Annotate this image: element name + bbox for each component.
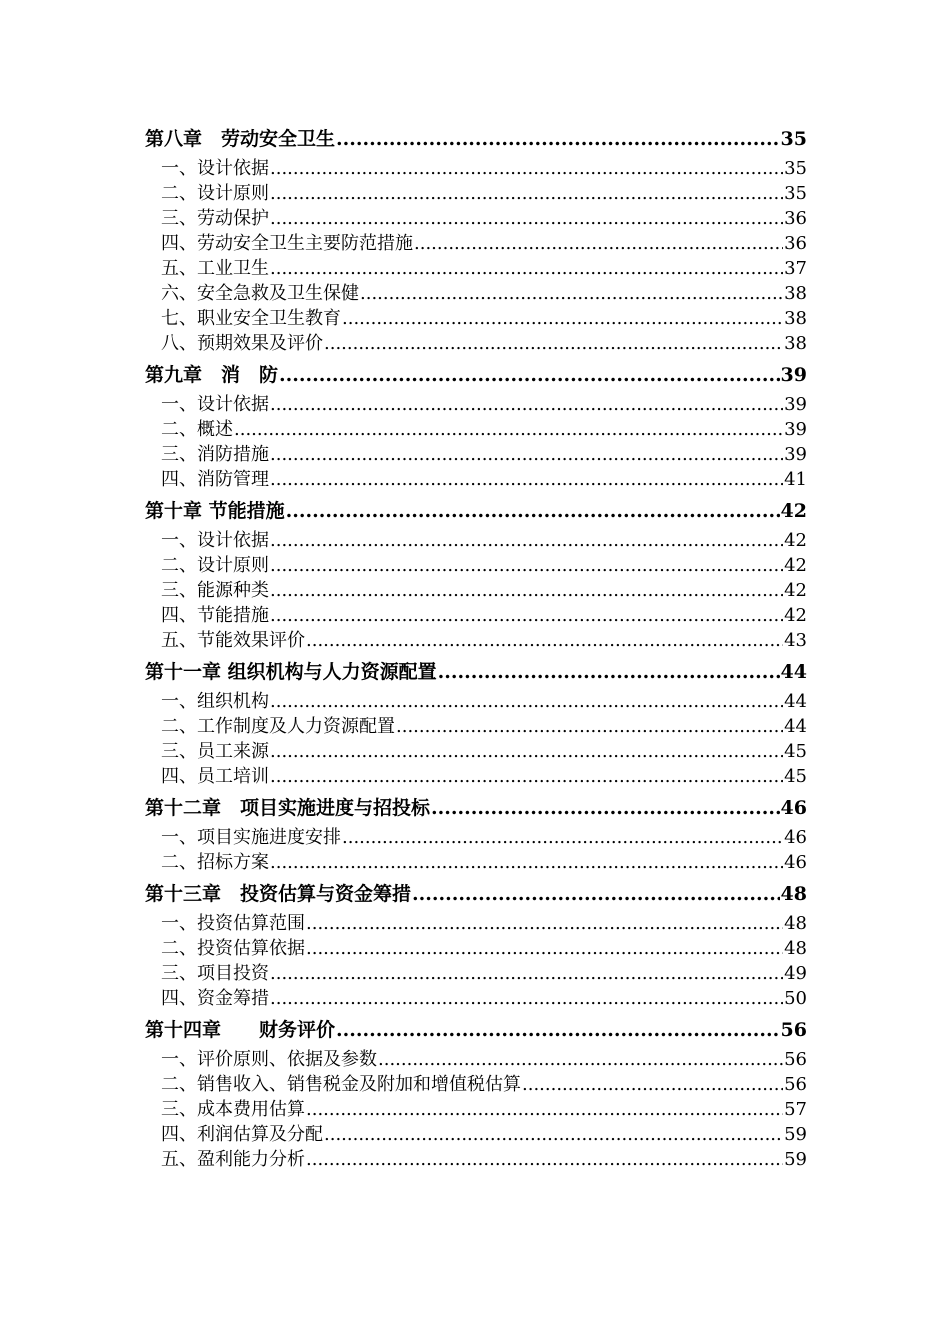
- toc-section[interactable]: [145, 961, 807, 986]
- dot-leader: [234, 417, 783, 442]
- toc-section-title: 四、消防管理: [161, 469, 269, 490]
- dot-leader: [270, 578, 783, 603]
- toc-section-title: 七、职业安全卫生教育: [161, 308, 341, 329]
- toc-section[interactable]: [145, 231, 807, 256]
- toc-chapter-page-number: 44: [780, 661, 807, 683]
- dot-leader: [270, 961, 783, 986]
- toc-section-title: 八、预期效果及评价: [161, 333, 323, 354]
- dot-leader: [306, 936, 783, 961]
- toc-section-page-number: 42: [784, 555, 807, 576]
- toc-section-page-number: 36: [784, 208, 807, 229]
- toc-section-title: 三、劳动保护: [161, 208, 269, 229]
- toc-section-title: 二、招标方案: [161, 852, 269, 873]
- toc-section-title: 五、工业卫生: [161, 258, 269, 279]
- toc-section-page-number: 48: [784, 938, 807, 959]
- dot-leader: [270, 256, 783, 281]
- dot-leader: [270, 528, 783, 553]
- dot-leader: [270, 442, 783, 467]
- toc-section-page-number: 38: [784, 308, 807, 329]
- toc-section-page-number: 39: [784, 394, 807, 415]
- toc-section-title: 四、节能措施: [161, 605, 269, 626]
- toc-chapter-page-number: 48: [780, 883, 807, 905]
- toc-section-title: 五、节能效果评价: [161, 630, 305, 651]
- toc-section-title: 二、销售收入、销售税金及附加和增值税估算: [161, 1074, 521, 1095]
- dot-leader: [270, 181, 783, 206]
- toc-section-title: 一、设计依据: [161, 394, 269, 415]
- toc-section-page-number: 37: [784, 258, 807, 279]
- toc-section-page-number: 42: [784, 530, 807, 551]
- dot-leader: [270, 156, 783, 181]
- dot-leader: [306, 1147, 783, 1172]
- dot-leader: [270, 986, 783, 1011]
- toc-section-page-number: 43: [784, 630, 807, 651]
- toc-section[interactable]: [145, 392, 807, 417]
- toc-section[interactable]: [145, 714, 807, 739]
- toc-chapter[interactable]: [145, 791, 807, 825]
- toc-chapter[interactable]: [145, 494, 807, 528]
- toc-chapter-title: 第八章 劳动安全卫生: [145, 128, 336, 150]
- toc-section-page-number: 35: [784, 158, 807, 179]
- toc-section[interactable]: [145, 578, 807, 603]
- toc-section-page-number: 42: [784, 605, 807, 626]
- toc-section-title: 三、消防措施: [161, 444, 269, 465]
- toc-chapter[interactable]: [145, 122, 807, 156]
- dot-leader: [306, 628, 783, 653]
- toc-section[interactable]: [145, 553, 807, 578]
- toc-section-title: 四、利润估算及分配: [161, 1124, 323, 1145]
- toc-section[interactable]: [145, 850, 807, 875]
- toc-chapter-page-number: 46: [780, 797, 807, 819]
- toc-section-page-number: 36: [784, 233, 807, 254]
- dot-leader: [396, 714, 783, 739]
- toc-section-page-number: 57: [784, 1099, 807, 1120]
- dot-leader: [438, 655, 780, 689]
- dot-leader: [270, 467, 783, 492]
- toc-section[interactable]: [145, 1097, 807, 1122]
- toc-section-page-number: 44: [784, 691, 807, 712]
- toc-section[interactable]: [145, 1122, 807, 1147]
- toc-section-page-number: 50: [784, 988, 807, 1009]
- dot-leader: [286, 494, 780, 528]
- toc-section[interactable]: [145, 1072, 807, 1097]
- toc-section-page-number: 38: [784, 333, 807, 354]
- toc-chapter-title: 第十四章 财务评价: [145, 1019, 336, 1041]
- toc-section[interactable]: [145, 825, 807, 850]
- dot-leader: [279, 358, 780, 392]
- toc-chapter-page-number: 56: [780, 1019, 807, 1041]
- toc-section-title: 二、投资估算依据: [161, 938, 305, 959]
- dot-leader: [270, 689, 783, 714]
- toc-section-page-number: 35: [784, 183, 807, 204]
- dot-leader: [270, 603, 783, 628]
- toc-section[interactable]: [145, 764, 807, 789]
- toc-section-page-number: 38: [784, 283, 807, 304]
- toc-section-page-number: 39: [784, 419, 807, 440]
- toc-section-title: 二、工作制度及人力资源配置: [161, 716, 395, 737]
- toc-section[interactable]: [145, 206, 807, 231]
- toc-section[interactable]: [145, 986, 807, 1011]
- toc-section[interactable]: [145, 603, 807, 628]
- toc-section[interactable]: [145, 281, 807, 306]
- toc-section-title: 一、评价原则、依据及参数: [161, 1049, 377, 1070]
- toc-section-title: 三、成本费用估算: [161, 1099, 305, 1120]
- toc-section-page-number: 59: [784, 1124, 807, 1145]
- toc-section-page-number: 59: [784, 1149, 807, 1170]
- toc-section-page-number: 45: [784, 741, 807, 762]
- toc-section[interactable]: [145, 689, 807, 714]
- toc-section-page-number: 46: [784, 827, 807, 848]
- dot-leader: [324, 331, 783, 356]
- toc-chapter-title: 第十章 节能措施: [145, 500, 285, 522]
- toc-section-title: 二、概述: [161, 419, 233, 440]
- toc-section-title: 三、员工来源: [161, 741, 269, 762]
- toc-section[interactable]: [145, 936, 807, 961]
- toc-section[interactable]: [145, 528, 807, 553]
- toc-section-page-number: 39: [784, 444, 807, 465]
- toc-section-title: 六、安全急救及卫生保健: [161, 283, 359, 304]
- toc-chapter[interactable]: [145, 1013, 807, 1047]
- dot-leader: [414, 231, 783, 256]
- dot-leader: [522, 1072, 783, 1097]
- toc-section-page-number: 48: [784, 913, 807, 934]
- toc-section-title: 二、设计原则: [161, 183, 269, 204]
- table-of-contents: [145, 122, 807, 1172]
- toc-section-title: 五、盈利能力分析: [161, 1149, 305, 1170]
- dot-leader: [324, 1122, 783, 1147]
- toc-chapter-page-number: 42: [780, 500, 807, 522]
- dot-leader: [270, 206, 783, 231]
- dot-leader: [270, 850, 783, 875]
- toc-chapter-title: 第九章 消 防: [145, 364, 279, 386]
- dot-leader: [270, 739, 783, 764]
- toc-section-page-number: 44: [784, 716, 807, 737]
- toc-section[interactable]: [145, 306, 807, 331]
- dot-leader: [342, 306, 783, 331]
- toc-section[interactable]: [145, 739, 807, 764]
- toc-section-title: 一、组织机构: [161, 691, 269, 712]
- toc-section-page-number: 41: [784, 469, 807, 490]
- toc-section[interactable]: [145, 1047, 807, 1072]
- toc-section[interactable]: [145, 628, 807, 653]
- toc-chapter-title: 第十三章 投资估算与资金筹措: [145, 883, 412, 905]
- toc-section-page-number: 42: [784, 580, 807, 601]
- toc-section[interactable]: [145, 256, 807, 281]
- toc-section[interactable]: [145, 156, 807, 181]
- toc-section[interactable]: [145, 181, 807, 206]
- dot-leader: [378, 1047, 783, 1072]
- toc-chapter-page-number: 39: [780, 364, 807, 386]
- toc-section-page-number: 45: [784, 766, 807, 787]
- toc-section-title: 四、资金筹措: [161, 988, 269, 1009]
- dot-leader: [360, 281, 783, 306]
- toc-section-page-number: 56: [784, 1049, 807, 1070]
- dot-leader: [412, 877, 780, 911]
- dot-leader: [342, 825, 783, 850]
- dot-leader: [270, 553, 783, 578]
- toc-section-title: 三、项目投资: [161, 963, 269, 984]
- toc-section-page-number: 56: [784, 1074, 807, 1095]
- toc-section[interactable]: [145, 467, 807, 492]
- toc-section-title: 四、员工培训: [161, 766, 269, 787]
- toc-section-title: 一、设计依据: [161, 158, 269, 179]
- toc-section[interactable]: [145, 417, 807, 442]
- dot-leader: [336, 122, 780, 156]
- toc-section[interactable]: [145, 1147, 807, 1172]
- dot-leader: [270, 764, 783, 789]
- toc-section-title: 一、项目实施进度安排: [161, 827, 341, 848]
- toc-chapter[interactable]: [145, 358, 807, 392]
- dot-leader: [306, 911, 783, 936]
- toc-section-title: 三、能源种类: [161, 580, 269, 601]
- toc-section[interactable]: [145, 442, 807, 467]
- toc-chapter[interactable]: [145, 877, 807, 911]
- dot-leader: [431, 791, 780, 825]
- toc-section-page-number: 46: [784, 852, 807, 873]
- toc-section[interactable]: [145, 911, 807, 936]
- dot-leader: [306, 1097, 783, 1122]
- toc-section-page-number: 49: [784, 963, 807, 984]
- toc-section-title: 二、设计原则: [161, 555, 269, 576]
- toc-section[interactable]: [145, 331, 807, 356]
- toc-chapter-title: 第十二章 项目实施进度与招投标: [145, 797, 431, 819]
- toc-chapter-title: 第十一章 组织机构与人力资源配置: [145, 661, 437, 683]
- dot-leader: [270, 392, 783, 417]
- toc-section-title: 一、投资估算范围: [161, 913, 305, 934]
- toc-chapter-page-number: 35: [780, 128, 807, 150]
- toc-section-title: 一、设计依据: [161, 530, 269, 551]
- toc-section-title: 四、劳动安全卫生主要防范措施: [161, 233, 413, 254]
- toc-chapter[interactable]: [145, 655, 807, 689]
- dot-leader: [336, 1013, 780, 1047]
